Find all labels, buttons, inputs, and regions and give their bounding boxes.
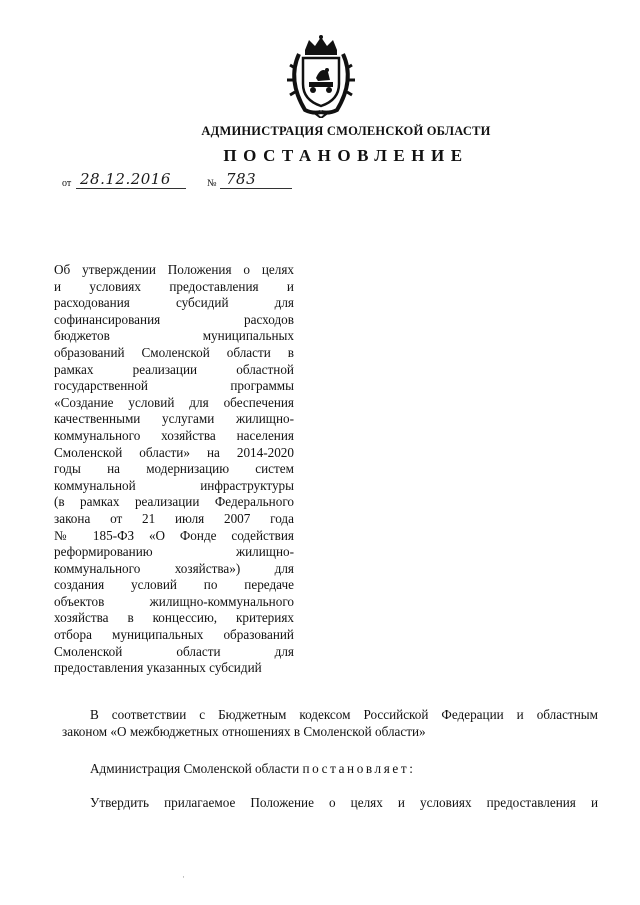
resolution-verb: постановляет:	[302, 761, 416, 776]
subject-line: качественными услугами жилищно-	[54, 411, 294, 427]
date-value: 28.12.2016	[80, 170, 171, 188]
approval-paragraph: Утвердить прилагаемое Положение о целях и условиях предоставления и	[90, 795, 598, 810]
resolution-paragraph	[62, 760, 598, 777]
subject-line: реформированию жилищно-	[54, 544, 294, 560]
subject-line: хозяйства в концессию, критериях	[54, 610, 294, 626]
number-value: 783	[226, 170, 257, 188]
subject-line: годы на модернизацию систем	[54, 461, 294, 477]
number-underline	[220, 188, 292, 189]
page-mark: ·	[182, 872, 185, 882]
subject-line: рамках реализации областной	[54, 361, 294, 377]
preamble-paragraph	[62, 706, 598, 740]
subject-line: и условиях предоставления и	[54, 278, 294, 294]
document-type-title: ПОСТАНОВЛЕНИЕ	[223, 146, 469, 165]
subject-line: государственной программы	[54, 378, 294, 394]
subject-block	[54, 262, 294, 677]
preamble-line-1: В соответствии с Бюджетным кодексом Российской Федерации и областным	[90, 707, 598, 722]
subject-line: Смоленской области для	[54, 643, 294, 659]
organization-name: АДМИНИСТРАЦИЯ СМОЛЕНСКОЙ ОБЛАСТИ	[201, 124, 491, 138]
date-underline	[76, 188, 186, 189]
subject-line: Об утверждении Положения о целях	[54, 262, 294, 277]
date-label: от	[62, 178, 72, 189]
subject-line: Смоленской области» на 2014-2020	[54, 444, 294, 460]
subject-line: создания условий по передаче	[54, 577, 294, 593]
number-label: №	[207, 178, 217, 189]
subject-line: отбора муниципальных образований	[54, 627, 294, 643]
subject-line: № 185-ФЗ «О Фонде содействия	[54, 527, 294, 543]
resolution-subject: Администрация Смоленской области	[90, 761, 303, 776]
subject-line: коммунальной инфраструктуры	[54, 477, 294, 493]
subject-line: предоставления указанных субсидий	[54, 660, 262, 676]
subject-line: софинансирования расходов	[54, 311, 294, 327]
subject-line: образований Смоленской области в	[54, 344, 294, 360]
subject-line: «Создание условий для обеспечения	[54, 394, 294, 410]
smolensk-coat-of-arms-icon	[283, 34, 359, 118]
subject-line: закона от 21 июля 2007 года	[54, 510, 294, 526]
subject-line: (в рамках реализации Федерального	[54, 494, 294, 510]
subject-line: бюджетов муниципальных	[54, 328, 294, 344]
subject-line: расходования субсидий для	[54, 295, 294, 311]
subject-line: коммунального хозяйства») для	[54, 560, 294, 576]
preamble-line-2: законом «О межбюджетных отношениях в Смоленской области»	[62, 724, 426, 739]
subject-line: коммунального хозяйства населения	[54, 427, 294, 443]
subject-line: объектов жилищно-коммунального	[54, 593, 294, 609]
